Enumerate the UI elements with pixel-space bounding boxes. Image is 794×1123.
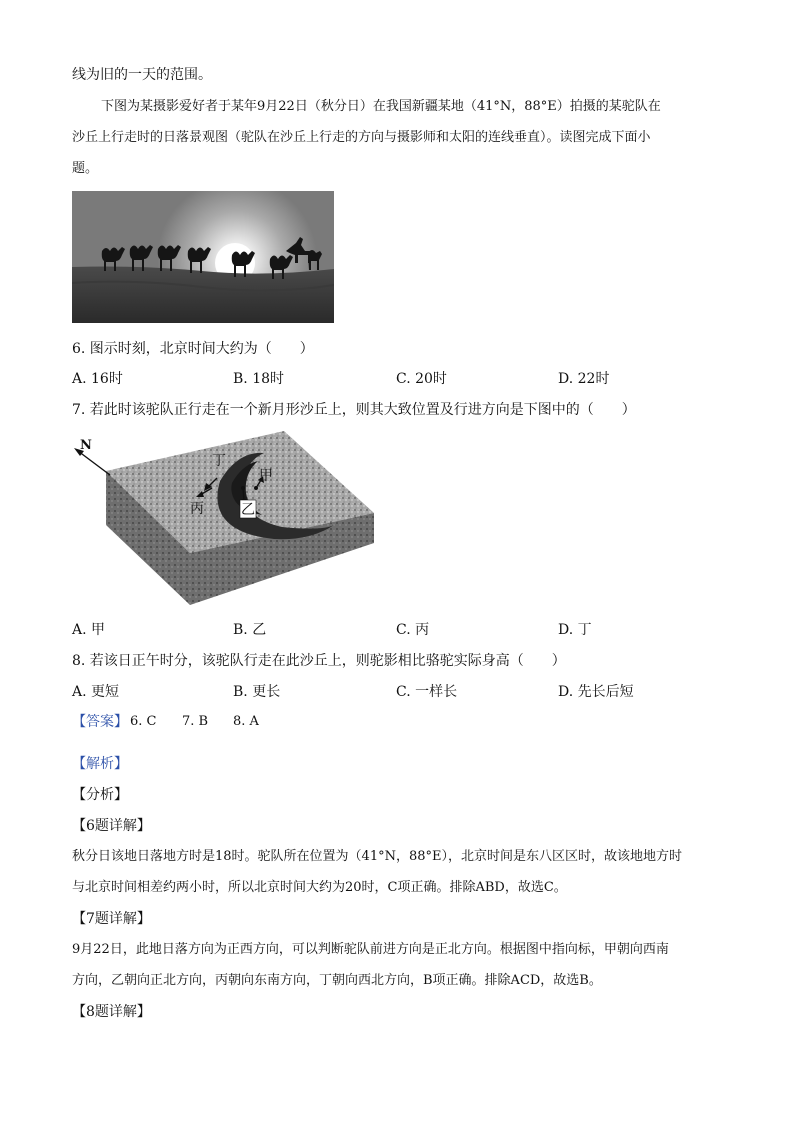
analysis-label: 【解析】 <box>72 756 128 772</box>
answer-label: 【答案】 <box>72 714 128 730</box>
q7-option-c: C. 丙 <box>396 622 430 638</box>
q6-question: 6. 图示时刻，北京时间大约为（ ） <box>72 341 314 357</box>
label-ding: 丁 <box>212 453 226 469</box>
q6-option-a: A. 16时 <box>72 371 123 387</box>
q8-detail-label: 【8题详解】 <box>72 1004 151 1020</box>
answer-6: 6. C <box>130 714 157 729</box>
camel-sunset-photo <box>72 191 334 323</box>
answer-8: 8. A <box>233 714 259 729</box>
q7-detail-label: 【7题详解】 <box>72 911 151 927</box>
label-jia: 甲 <box>259 468 273 484</box>
q6-option-d: D. 22时 <box>558 371 610 387</box>
q6-option-c: C. 20时 <box>396 371 447 387</box>
north-label: N <box>80 438 92 453</box>
intro-line-1: 下图为某摄影爱好者于某年9月22日（秋分日）在我国新疆某地（41°N，88°E）拍摄的某驼队在 <box>101 99 661 114</box>
q7-option-d: D. 丁 <box>558 622 592 638</box>
q6-option-b: B. 18时 <box>233 371 285 387</box>
q8-option-c: C. 一样长 <box>396 684 458 700</box>
q7-detail-line-1: 9月22日，此地日落方向为正西方向，可以判断驼队前进方向是正北方向。根据图中指向标，甲朝向西南 <box>72 942 669 957</box>
q8-option-d: D. 先长后短 <box>558 684 634 700</box>
q6-detail-label: 【6题详解】 <box>72 818 151 834</box>
q8-option-a: A. 更短 <box>72 684 120 700</box>
q7-detail-line-2: 方向，乙朝向正北方向，丙朝向东南方向，丁朝向西北方向，B项正确。排除ACD，故选B。 <box>72 973 602 988</box>
paragraph-top: 线为旧的一天的范围。 <box>72 67 212 83</box>
crescent-dune-diagram <box>72 425 377 605</box>
intro-line-3: 题。 <box>72 161 99 176</box>
q6-detail-line-1: 秋分日该地日落地方时是18时。驼队所在位置为（41°N，88°E），北京时间是东八区区时，故该地地方时 <box>72 849 682 864</box>
fenxi-label: 【分析】 <box>72 787 128 803</box>
q8-question: 8. 若该日正午时分，该驼队行走在此沙丘上，则驼影相比骆驼实际身高（ ） <box>72 653 566 669</box>
label-yi: 乙 <box>241 502 255 518</box>
q7-question: 7. 若此时该驼队正行走在一个新月形沙丘上，则其大致位置及行进方向是下图中的（ ） <box>72 402 636 418</box>
label-bing: 丙 <box>190 501 204 517</box>
answer-7: 7. B <box>182 714 209 729</box>
q7-option-a: A. 甲 <box>72 622 106 638</box>
q8-option-b: B. 更长 <box>233 684 281 700</box>
q7-option-b: B. 乙 <box>233 622 267 638</box>
intro-line-2: 沙丘上行走时的日落景观图（驼队在沙丘上行走的方向与摄影师和太阳的连线垂直）。读图完成下面小 <box>72 130 651 145</box>
q6-detail-line-2: 与北京时间相差约两小时，所以北京时间大约为20时，C项正确。排除ABD，故选C。 <box>72 880 567 895</box>
